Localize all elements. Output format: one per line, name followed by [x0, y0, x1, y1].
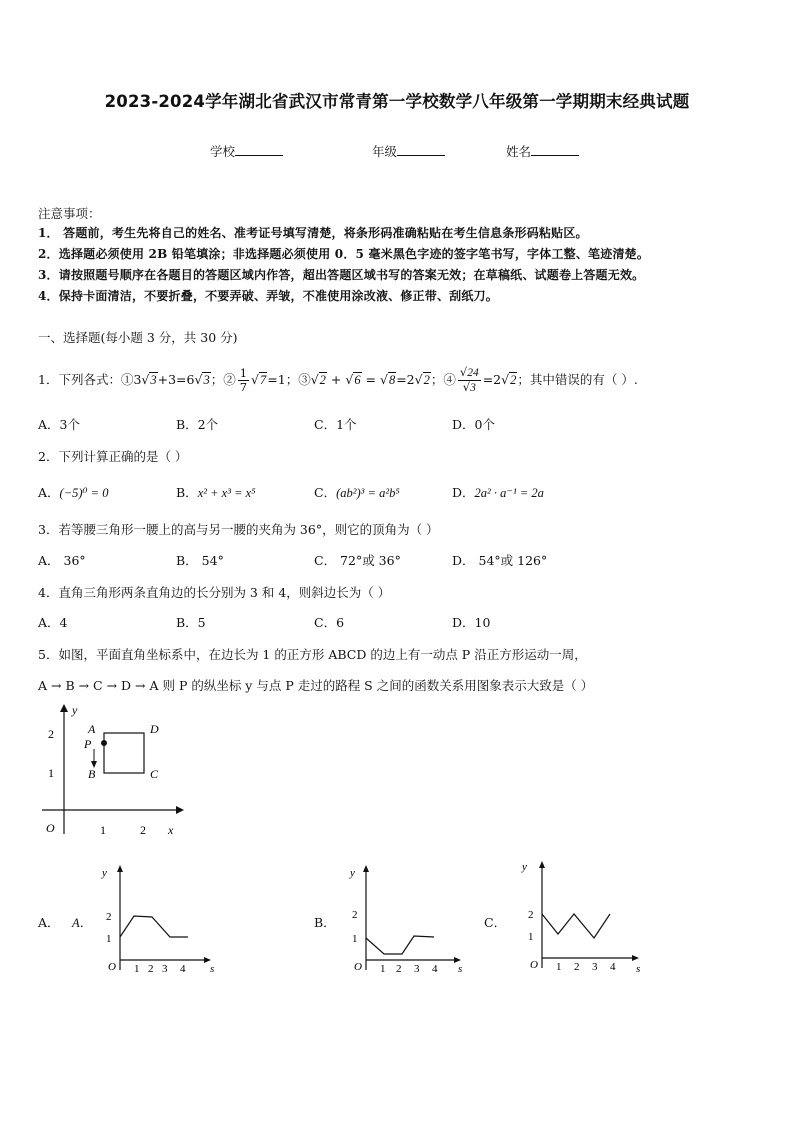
q1-option-c[interactable]: C．1个 [314, 417, 357, 432]
graph-option-c[interactable] [512, 852, 652, 977]
x-tick-label: 3 [592, 961, 598, 973]
name-label: 姓名 [506, 144, 532, 159]
x-axis-label: x [168, 823, 174, 837]
grade-field [372, 142, 445, 160]
sqrt-symbol: √8 [379, 372, 396, 387]
sqrt-symbol: √3 [141, 372, 157, 387]
x-tick-label: 1 [134, 963, 140, 975]
q3-option-a[interactable]: A． 36° [38, 553, 86, 568]
x-tick-label: 1 [556, 961, 562, 973]
school-blank[interactable] [235, 143, 283, 156]
q1-text: ；② [210, 372, 236, 387]
x-tick-label: 4 [180, 963, 186, 975]
q2-option-a[interactable]: A．(−5)⁰ = 0 [38, 485, 109, 500]
q2-option-c[interactable]: C．(ab²)³ = a²b⁵ [314, 485, 400, 500]
question-4: 4．直角三角形两条直角边的长分别为 3 和 4，则斜边长为（ ） [38, 585, 391, 600]
q5-option-b-label[interactable]: B． [314, 915, 336, 930]
graph-option-a[interactable] [98, 860, 218, 975]
y-tick-label: 2 [48, 727, 54, 741]
y-tick-label: 1 [106, 933, 112, 945]
note-item: 2．选择题必须使用 2B 铅笔填涂；非选择题必须使用 0．5 毫米黑色字迹的签字笔书写，字体工整、笔迹清楚。 [38, 247, 650, 261]
q1-option-a[interactable]: A．3个 [38, 417, 80, 432]
x-tick-label: 2 [140, 823, 146, 837]
q3-option-d[interactable]: D． 54°或 126° [452, 553, 548, 568]
y-axis-label: y [102, 867, 107, 879]
notes-heading: 注意事项： [38, 206, 101, 221]
square-coordinate-figure [38, 700, 188, 842]
question-3: 3．若等腰三角形一腰上的高与另一腰的夹角为 36°，则它的顶角为（ ） [38, 522, 439, 537]
question-2: 2．下列计算正确的是（ ） [38, 449, 188, 464]
x-axis-label: s [210, 963, 215, 975]
y-tick-label: 1 [352, 933, 358, 945]
sqrt-symbol: √7 [251, 372, 267, 387]
x-tick-label: 4 [610, 961, 616, 973]
graph-option-b[interactable] [338, 860, 468, 975]
name-field [506, 142, 579, 160]
q1-text: =1；③ [267, 372, 311, 387]
sqrt-symbol: √3 [194, 372, 210, 387]
x-tick-label: 2 [574, 961, 580, 973]
origin-label: O [46, 821, 55, 835]
school-field [210, 142, 283, 160]
y-tick-label: 1 [528, 931, 534, 943]
graph-line [366, 936, 434, 954]
x-axis-label: s [458, 963, 463, 975]
school-label: 学校 [210, 144, 236, 159]
note-item: 3．请按照题号顺序在各题目的答题区域内作答，超出答题区域书写的答案无效；在草稿纸、试题卷上答题无效。 [38, 268, 645, 282]
x-tick-label: 2 [148, 963, 154, 975]
x-tick-label: 1 [100, 823, 106, 837]
y-axis-label: y [522, 861, 527, 873]
y-tick-label: 2 [528, 909, 534, 921]
y-tick-label: 2 [352, 909, 358, 921]
section-heading: 一、选择题(每小题 3 分，共 30 分) [38, 330, 238, 345]
point-p-label: P [84, 737, 92, 751]
question-1: 1．下列各式：①3√3+3=6√3；② $\frac{1}{7}$ √7=1；③√2 + √6 = √8=2√2；④ $\frac{√24}{√3}$ =2√2；其中错误的有（ ）. [38, 365, 638, 394]
page-title: 2023-2024学年湖北省武汉市常青第一学校数学八年级第一学期期末经典试题 [104, 92, 690, 111]
point-b-label: B [88, 767, 96, 781]
note-item: 4．保持卡面清洁，不要折叠，不要弄破、弄皱，不准使用涂改液、修正带、刮纸刀。 [38, 289, 498, 303]
q1-option-d[interactable]: D．0个 [452, 417, 495, 432]
note-item: 1． 答题前，考生先将自己的姓名、准考证号填写清楚，将条形码准确粘贴在考生信息条形码粘贴区。 [38, 226, 588, 240]
sqrt-symbol: √2 [310, 372, 326, 387]
y-tick-label: 1 [48, 766, 54, 780]
origin-label: O [530, 959, 538, 971]
q1-option-b[interactable]: B．2个 [176, 417, 219, 432]
q3-option-b[interactable]: B． 54° [176, 553, 224, 568]
q2-option-b[interactable]: B．x² + x³ = x⁵ [176, 485, 256, 500]
sqrt-symbol: √6 [345, 372, 361, 387]
x-tick-label: 4 [432, 963, 438, 975]
question-5-line-2: A → B → C → D → A 则 P 的纵坐标 y 与点 P 走过的路程 S 之间的函数关系用图象表示大致是（ ） [38, 678, 594, 693]
x-tick-label: 3 [414, 963, 420, 975]
y-axis-label: y [72, 703, 78, 717]
q2-option-d[interactable]: D．2a² · a⁻¹ = 2a [452, 485, 544, 500]
point-d-label: D [150, 722, 159, 736]
point-a-label: A [88, 722, 96, 736]
grade-label: 年级 [372, 144, 398, 159]
fraction: $\frac{√24}{√3}$ [459, 365, 479, 394]
q1-text: ；其中错误的有（ ）. [517, 372, 638, 387]
x-tick-label: 2 [396, 963, 402, 975]
q5-option-a-label[interactable]: A． [38, 915, 60, 930]
y-axis-label: y [350, 867, 355, 879]
x-axis-arrow [176, 806, 184, 814]
grade-blank[interactable] [397, 143, 445, 156]
q4-option-a[interactable]: A．4 [38, 615, 68, 630]
q4-option-b[interactable]: B．5 [176, 615, 206, 630]
name-blank[interactable] [531, 143, 579, 156]
y-axis-arrow [60, 704, 68, 712]
point-p-dot [101, 740, 107, 746]
origin-label: O [108, 961, 116, 973]
y-tick-label: 2 [106, 911, 112, 923]
origin-label: O [354, 961, 362, 973]
x-tick-label: 3 [162, 963, 168, 975]
q5-option-c-label[interactable]: C． [484, 915, 507, 930]
sqrt-symbol: √2 [501, 372, 517, 387]
q1-text: 1．下列各式：①3 [38, 372, 142, 387]
sqrt-symbol: √2 [414, 372, 430, 387]
fraction: $\frac{1}{7}$ [239, 366, 248, 394]
graph-line [542, 914, 610, 938]
question-5-line-1: 5．如图，平面直角坐标系中，在边长为 1 的正方形 ABCD 的边上有一动点 P 沿正方形运动一周， [38, 647, 587, 662]
q5-option-a-label-extra: A． [72, 916, 93, 930]
q1-text: +3=6 [157, 372, 195, 387]
point-c-label: C [150, 767, 159, 781]
graph-line [120, 916, 188, 937]
square-abcd [104, 733, 144, 773]
q4-option-c[interactable]: C．6 [314, 615, 345, 630]
x-axis-label: s [636, 963, 641, 975]
x-tick-label: 1 [380, 963, 386, 975]
q3-option-c[interactable]: C． 72°或 36° [314, 553, 401, 568]
q4-option-d[interactable]: D．10 [452, 615, 491, 630]
